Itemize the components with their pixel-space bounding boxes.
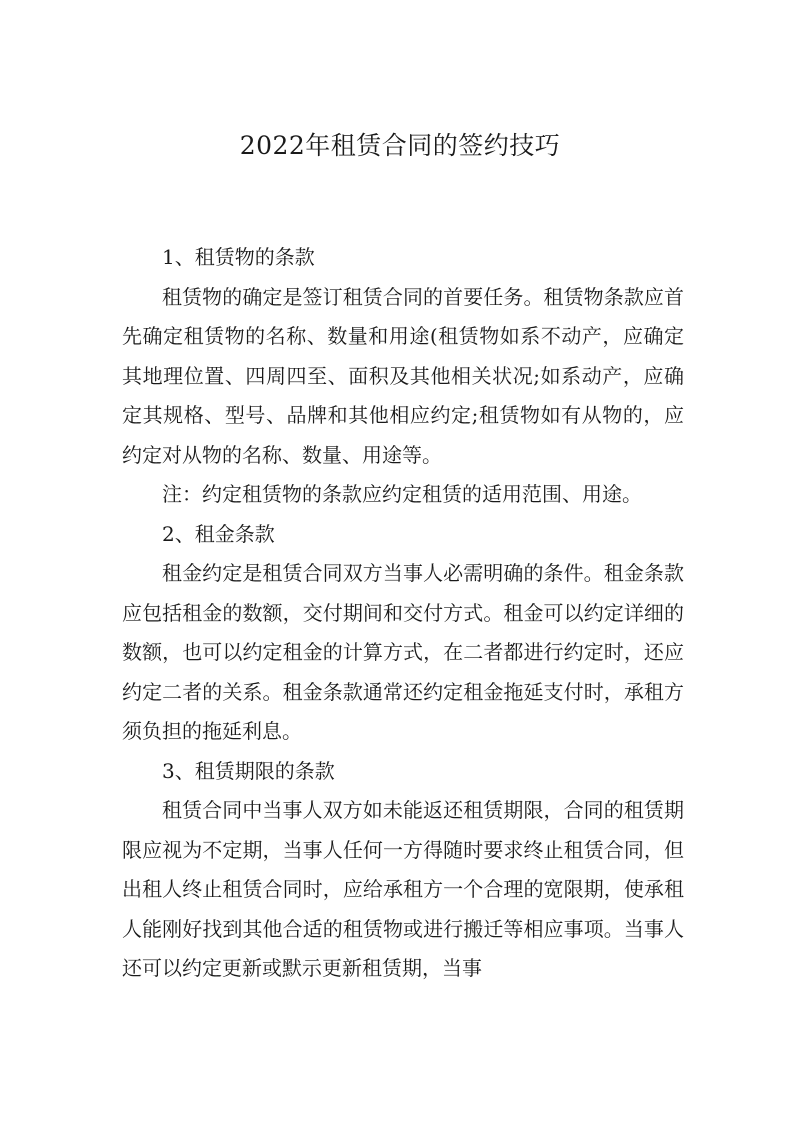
document-body <box>122 238 684 989</box>
document-title: 2022年租赁合同的签约技巧 <box>239 131 561 160</box>
paragraph-1: 租赁物的确定是签订租赁合同的首要任务。租赁物条款应首先确定租赁物的名称、数量和用途(租赁物如系不动产，应确定其地理位置、四周四至、面积及其他相关状况;如系动产，应确定其规格、型号、品牌和其他相应约定;租赁物如有从物的，应约定对从物的名称、数量、用途等。 <box>122 284 684 467</box>
note-paragraph: 注：约定租赁物的条款应约定租赁的适用范围、用途。 <box>162 482 642 506</box>
section-heading-2: 2、租金条款 <box>162 521 275 546</box>
section-heading-3: 3、租赁期限的条款 <box>162 758 335 783</box>
paragraph-3: 租赁合同中当事人双方如未能返还租赁期限，合同的租赁期限应视为不定期，当事人任何一方得随时要求终止租赁合同，但出租人终止租赁合同时，应给承租方一个合理的宽限期，使承租人能刚好找到其他合适的租赁物或进行搬迁等相应事项。当事人还可以约定更新或默示更新租赁期，当事 <box>122 798 684 980</box>
section-heading-1: 1、租赁物的条款 <box>162 245 315 269</box>
paragraph-2: 租金约定是租赁合同双方当事人必需明确的条件。租金条款应包括租金的数额，交付期间和交付方式。租金可以约定详细的数额，也可以约定租金的计算方式，在二者都进行约定时，还应约定二者的关系。租金条款通常还约定租金拖延支付时，承租方须负担的拖延利息。 <box>122 561 684 743</box>
